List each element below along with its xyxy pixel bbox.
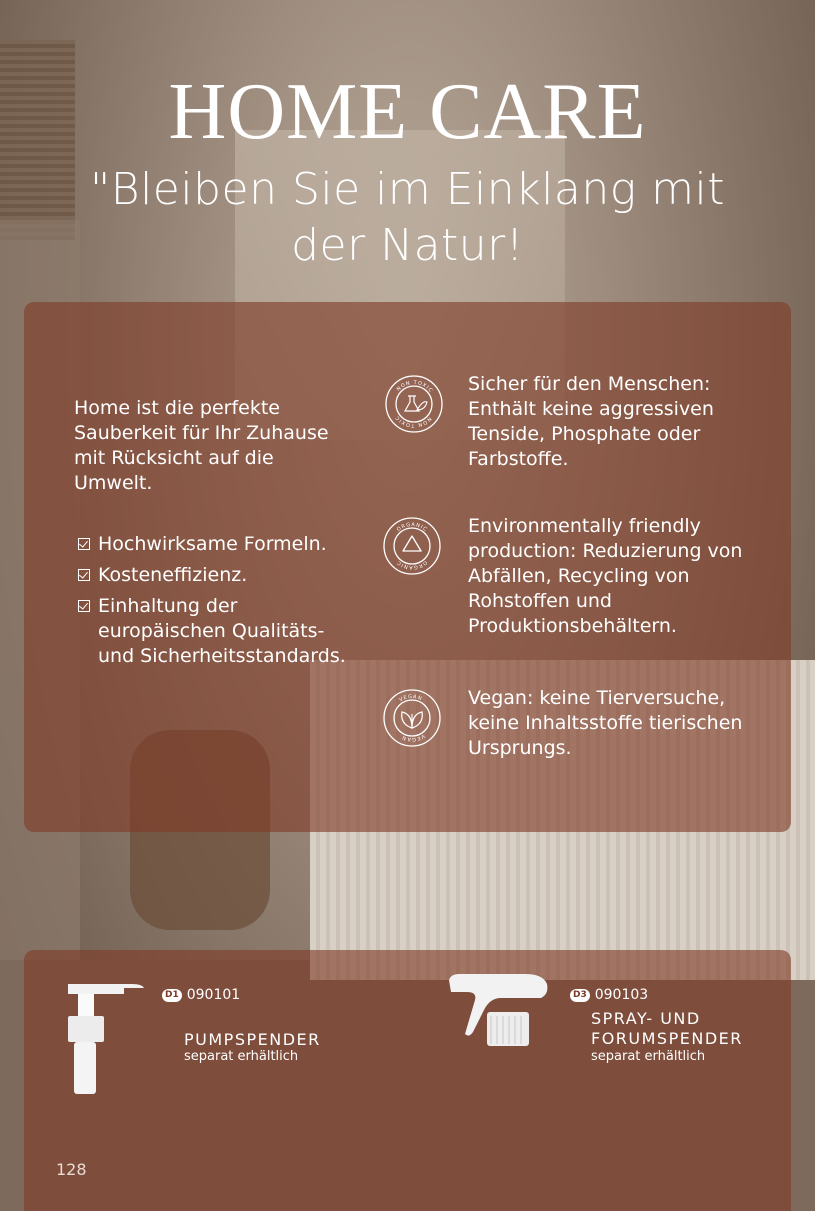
feature-vegan-text: Vegan: keine Tierversuche, keine Inhaltsstoffe tierischen Ursprungs. — [468, 687, 743, 759]
benefits-list — [78, 532, 358, 675]
svg-text:NON TOXIC: NON TOXIC — [394, 413, 433, 429]
spray-trigger-icon — [445, 972, 553, 1052]
checkbox-icon — [78, 569, 90, 581]
list-item: Kosteneffizienz. — [78, 563, 358, 588]
page-subtitle: "Bleiben Sie im Einklang mit der Natur! — [90, 164, 725, 271]
product-code: D3 090103 — [570, 987, 648, 1003]
svg-text:ORGANIC: ORGANIC — [395, 558, 429, 571]
product-badge: D1 — [162, 989, 182, 1002]
checkbox-icon — [78, 538, 90, 550]
svg-text:VEGAN: VEGAN — [398, 693, 424, 704]
list-item: Einhaltung der europäischen Qualitäts- und Sicherheitsstandards. — [78, 594, 358, 669]
organic-icon — [382, 516, 442, 576]
product-code: D1 090101 — [162, 987, 240, 1003]
intro-text: Home ist die perfekte Sauberkeit für Ihr Zuhause mit Rücksicht auf die Umwelt. — [74, 397, 329, 494]
non-toxic-icon — [384, 374, 444, 434]
list-item: Hochwirksame Formeln. — [78, 532, 358, 557]
feature-organic-text: Environmentally friendly production: Reduzierung von Abfällen, Recycling von Rohstoffen und Produktionsbehältern. — [468, 515, 743, 637]
svg-text:ORGANIC: ORGANIC — [395, 521, 429, 534]
page-title: HOME CARE — [168, 68, 647, 156]
feature-non-toxic-text: Sicher für den Menschen: Enthält keine aggressiven Tenside, Phosphate oder Farbstoffe. — [468, 373, 714, 470]
product-note: separat erhältlich — [591, 1049, 706, 1064]
svg-text:NON TOXIC: NON TOXIC — [395, 379, 434, 395]
vegan-icon — [382, 688, 442, 748]
pump-dispenser-icon — [60, 978, 150, 1096]
product-name: SPRAY- UND FORUMSPENDER — [591, 1009, 743, 1048]
product-badge: D3 — [570, 989, 590, 1002]
product-name: PUMPSPENDER — [184, 1030, 321, 1049]
checkbox-icon — [78, 600, 90, 612]
product-note: separat erhältlich — [184, 1049, 299, 1064]
svg-text:VEGAN: VEGAN — [400, 732, 426, 743]
page-number: 128 — [56, 1160, 87, 1179]
